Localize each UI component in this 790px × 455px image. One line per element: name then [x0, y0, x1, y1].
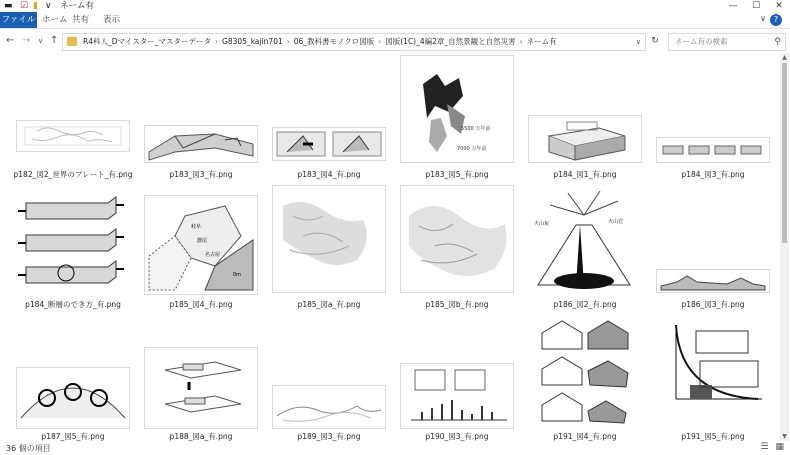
file-item[interactable]	[270, 313, 388, 441]
plate-diagram-thumbnail	[272, 127, 386, 161]
svg-text:火山岩: 火山岩	[608, 219, 624, 225]
recent-locations-button[interactable]: ∨	[38, 37, 44, 45]
svg-text:5500 万年前: 5500 万年前	[461, 126, 491, 132]
file-name: p185_図a_有.png	[297, 300, 361, 309]
file-item[interactable]	[654, 313, 772, 441]
tab-file[interactable]: ファイル	[0, 12, 37, 28]
file-item[interactable]	[526, 183, 644, 308]
file-item[interactable]	[526, 313, 644, 441]
properties-icon[interactable]: ☑	[20, 1, 29, 11]
svg-text:0m: 0m	[233, 272, 242, 278]
file-name: p183_図5_有.png	[425, 170, 489, 179]
file-item[interactable]	[654, 183, 772, 308]
file-name: p183_図4_有.png	[297, 170, 361, 179]
chevron-right-icon[interactable]: ›	[378, 37, 382, 46]
houses-thumbnail	[528, 315, 640, 427]
help-button[interactable]: ?	[770, 14, 782, 26]
file-item[interactable]	[142, 53, 260, 178]
search-placeholder: ネーム有の検索	[675, 37, 728, 46]
file-item[interactable]	[398, 183, 516, 308]
file-name: p191_図4_有.png	[553, 432, 617, 441]
tab-home[interactable]: ホーム	[42, 15, 68, 25]
file-item[interactable]	[14, 53, 132, 178]
scroll-up-icon[interactable]: ▲	[782, 54, 787, 61]
file-name: p184_図1_有.png	[553, 170, 617, 179]
file-item[interactable]	[526, 53, 644, 178]
svg-text:濃尾: 濃尾	[197, 238, 208, 244]
relief-map-thumbnail	[272, 185, 386, 293]
file-item[interactable]	[270, 53, 388, 178]
world-map-thumbnail	[16, 120, 130, 152]
landform-blocks-thumbnail	[144, 347, 258, 429]
file-item[interactable]	[654, 53, 772, 178]
file-item[interactable]	[14, 313, 132, 441]
file-name: p191_図5_有.png	[681, 432, 745, 441]
maximize-button[interactable]: ☐	[751, 1, 761, 11]
svg-text:7000 万年前: 7000 万年前	[457, 146, 487, 152]
file-grid	[0, 53, 779, 441]
subduction-thumbnail	[16, 367, 130, 429]
scroll-down-icon[interactable]: ▼	[782, 433, 787, 440]
coast-map-thumbnail	[272, 385, 386, 429]
tab-share[interactable]: 共有	[72, 15, 90, 25]
relief-map-thumbnail	[400, 185, 514, 293]
address-dropdown-icon[interactable]: ∨	[635, 38, 641, 46]
minimize-button[interactable]: —	[728, 1, 738, 11]
file-name: p190_図3_有.png	[425, 432, 489, 441]
fault-series-thumbnail	[656, 137, 770, 163]
fault-block-thumbnail	[528, 115, 642, 163]
large-icons-view-icon[interactable]: ▦	[775, 442, 784, 452]
file-item[interactable]	[270, 183, 388, 308]
breadcrumb-item[interactable]: 図版(1C)_4編2章_自然景観と自然災害	[385, 37, 516, 46]
refresh-button[interactable]: ↻	[651, 36, 659, 46]
bar-chart-thumbnail	[400, 363, 514, 429]
terrain-block-thumbnail	[144, 125, 258, 163]
file-name: p189_図3_有.png	[297, 432, 361, 441]
ribbon-expand-icon[interactable]: ∨	[760, 14, 766, 23]
chevron-right-icon[interactable]: ›	[215, 37, 219, 46]
svg-text:岐阜: 岐阜	[191, 224, 202, 230]
svg-text:火山灰: 火山灰	[534, 221, 550, 227]
file-item[interactable]	[398, 53, 516, 178]
back-button[interactable]: ←	[6, 35, 15, 46]
file-name: p186_図3_有.png	[681, 300, 745, 309]
forward-button[interactable]: →	[22, 35, 31, 46]
chevron-right-icon[interactable]: ›	[519, 37, 523, 46]
file-name: p184_図3_有.png	[681, 170, 745, 179]
file-name: p188_図a_有.png	[169, 432, 233, 441]
vertical-scrollbar[interactable]	[780, 53, 789, 441]
volcano-profile-thumbnail	[656, 269, 770, 293]
breadcrumb-item[interactable]: 06_教科書モノクロ図版	[293, 37, 375, 46]
file-item[interactable]	[398, 313, 516, 441]
scrollbar-thumb[interactable]	[782, 63, 787, 243]
folder-icon	[67, 37, 77, 46]
file-name: p187_図5_有.png	[41, 432, 105, 441]
item-count: 36 個の項目	[6, 444, 51, 453]
title-bar	[0, 0, 790, 12]
curve-chart-thumbnail	[656, 315, 768, 427]
file-name: p184_断層のでき方_有.png	[25, 300, 121, 309]
volcano-thumbnail	[528, 185, 640, 295]
search-icon: ⚲	[774, 37, 781, 47]
japan-map-thumbnail	[400, 55, 514, 163]
chevron-right-icon[interactable]: ›	[286, 37, 290, 46]
file-name: p185_図b_有.png	[425, 300, 489, 309]
close-button[interactable]: ✕	[775, 1, 783, 11]
quick-access-chevron-icon[interactable]: ∨	[45, 1, 52, 11]
new-folder-icon[interactable]: ▮	[33, 1, 38, 11]
breadcrumb	[83, 34, 557, 50]
view-buttons	[761, 442, 784, 452]
tab-view[interactable]: 表示	[103, 15, 121, 25]
file-name: p185_図4_有.png	[169, 300, 233, 309]
breadcrumb-item[interactable]: R4科人_Dマイスター_マスターデータ	[83, 37, 212, 46]
svg-text:名古屋: 名古屋	[205, 252, 221, 258]
search-box[interactable]	[668, 33, 786, 51]
basin-map-thumbnail	[144, 195, 258, 295]
fault-formation-thumbnail	[16, 193, 128, 293]
breadcrumb-item[interactable]: ネーム有	[526, 37, 557, 46]
file-item[interactable]	[142, 313, 260, 441]
address-bar[interactable]	[62, 33, 646, 51]
breadcrumb-item[interactable]: G8305_kajin701	[222, 37, 283, 46]
file-item[interactable]	[14, 183, 132, 308]
file-item[interactable]	[142, 183, 260, 308]
file-name: p182_図2_世界のプレート_有.png	[13, 170, 133, 179]
file-name: p186_図2_有.png	[553, 300, 617, 309]
up-button[interactable]: ↑	[50, 35, 59, 46]
file-name: p183_図3_有.png	[169, 170, 233, 179]
window-title: ネーム有	[60, 1, 95, 11]
app-folder-icon: ▬	[4, 1, 13, 11]
details-view-icon[interactable]: ☰	[760, 442, 769, 452]
